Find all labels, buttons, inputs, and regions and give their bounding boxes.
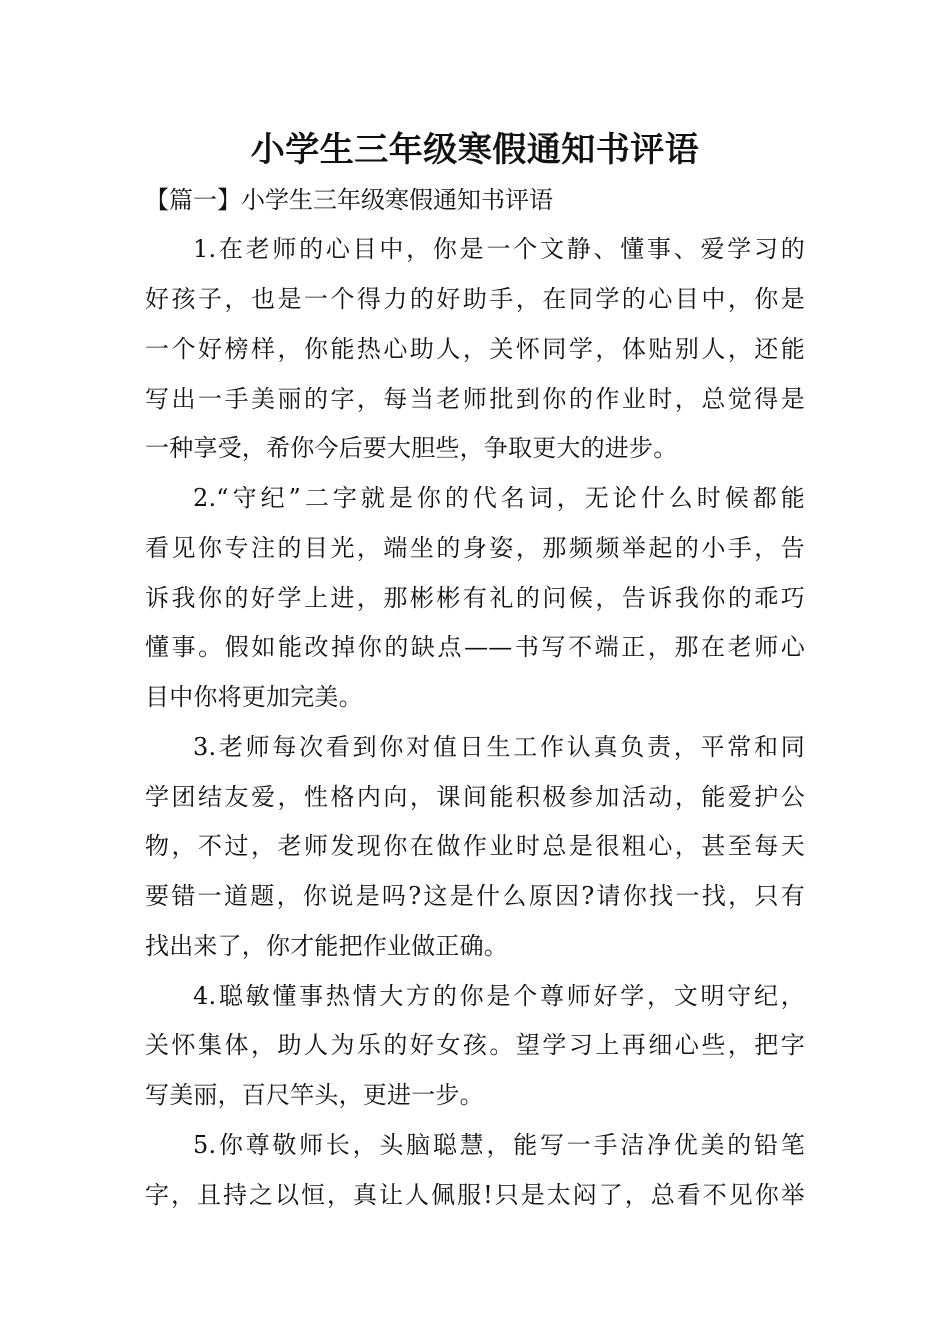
paragraph-4-line-3: 写美丽，百尺竿头，更进一步。	[145, 1081, 484, 1109]
paragraph-2-line-4: 懂事。假如能改掉你的缺点——书写不端正，那在老师心	[145, 633, 805, 661]
paragraph-5-line-1: 5.你尊敬师长，头脑聪慧，能写一手洁净优美的铅笔	[193, 1131, 805, 1159]
paragraph-1-line-4: 写出一手美丽的字，每当老师批到你的作业时，总觉得是	[145, 385, 805, 413]
paragraph-4-line-2: 关怀集体，助人为乐的好女孩。望学习上再细心些，把字	[145, 1031, 805, 1059]
paragraph-3-line-4: 要错一道题，你说是吗?这是什么原因?请你找一找，只有	[145, 882, 805, 910]
paragraph-3-line-3: 物，不过，老师发现你在做作业时总是很粗心，甚至每天	[145, 832, 805, 860]
paragraph-2-line-3: 诉我你的好学上进，那彬彬有礼的问候，告诉我你的乖巧	[145, 584, 805, 612]
paragraph-3-line-1: 3.老师每次看到你对值日生工作认真负责，平常和同	[193, 733, 805, 761]
section-heading: 【篇一】小学生三年级寒假通知书评语	[145, 186, 553, 214]
paragraph-1-line-3: 一个好榜样，你能热心助人，关怀同学，体贴别人，还能	[145, 335, 805, 363]
paragraph-4-line-1: 4.聪敏懂事热情大方的你是个尊师好学，文明守纪，	[193, 982, 805, 1010]
paragraph-1-line-5: 一种享受，希你今后要大胆些，争取更大的进步。	[145, 434, 678, 462]
paragraph-2-line-1: 2.“守纪”二字就是你的代名词，无论什么时候都能	[193, 484, 805, 512]
document-title: 小学生三年级寒假通知书评语	[250, 130, 700, 170]
paragraph-1-line-1: 1.在老师的心目中，你是一个文静、懂事、爱学习的	[193, 235, 805, 263]
paragraph-3-line-2: 学团结友爱，性格内向，课间能积极参加活动，能爱护公	[145, 783, 805, 811]
paragraph-5-line-2: 字，且持之以恒，真让人佩服!只是太闷了，总看不见你举	[145, 1181, 805, 1209]
paragraph-3-line-5: 找出来了，你才能把作业做正确。	[145, 932, 508, 960]
paragraph-2-line-2: 看见你专注的目光，端坐的身姿，那频频举起的小手，告	[145, 534, 805, 562]
paragraph-1-line-2: 好孩子，也是一个得力的好助手，在同学的心目中，你是	[145, 285, 805, 313]
paragraph-2-line-5: 目中你将更加完美。	[145, 683, 363, 711]
